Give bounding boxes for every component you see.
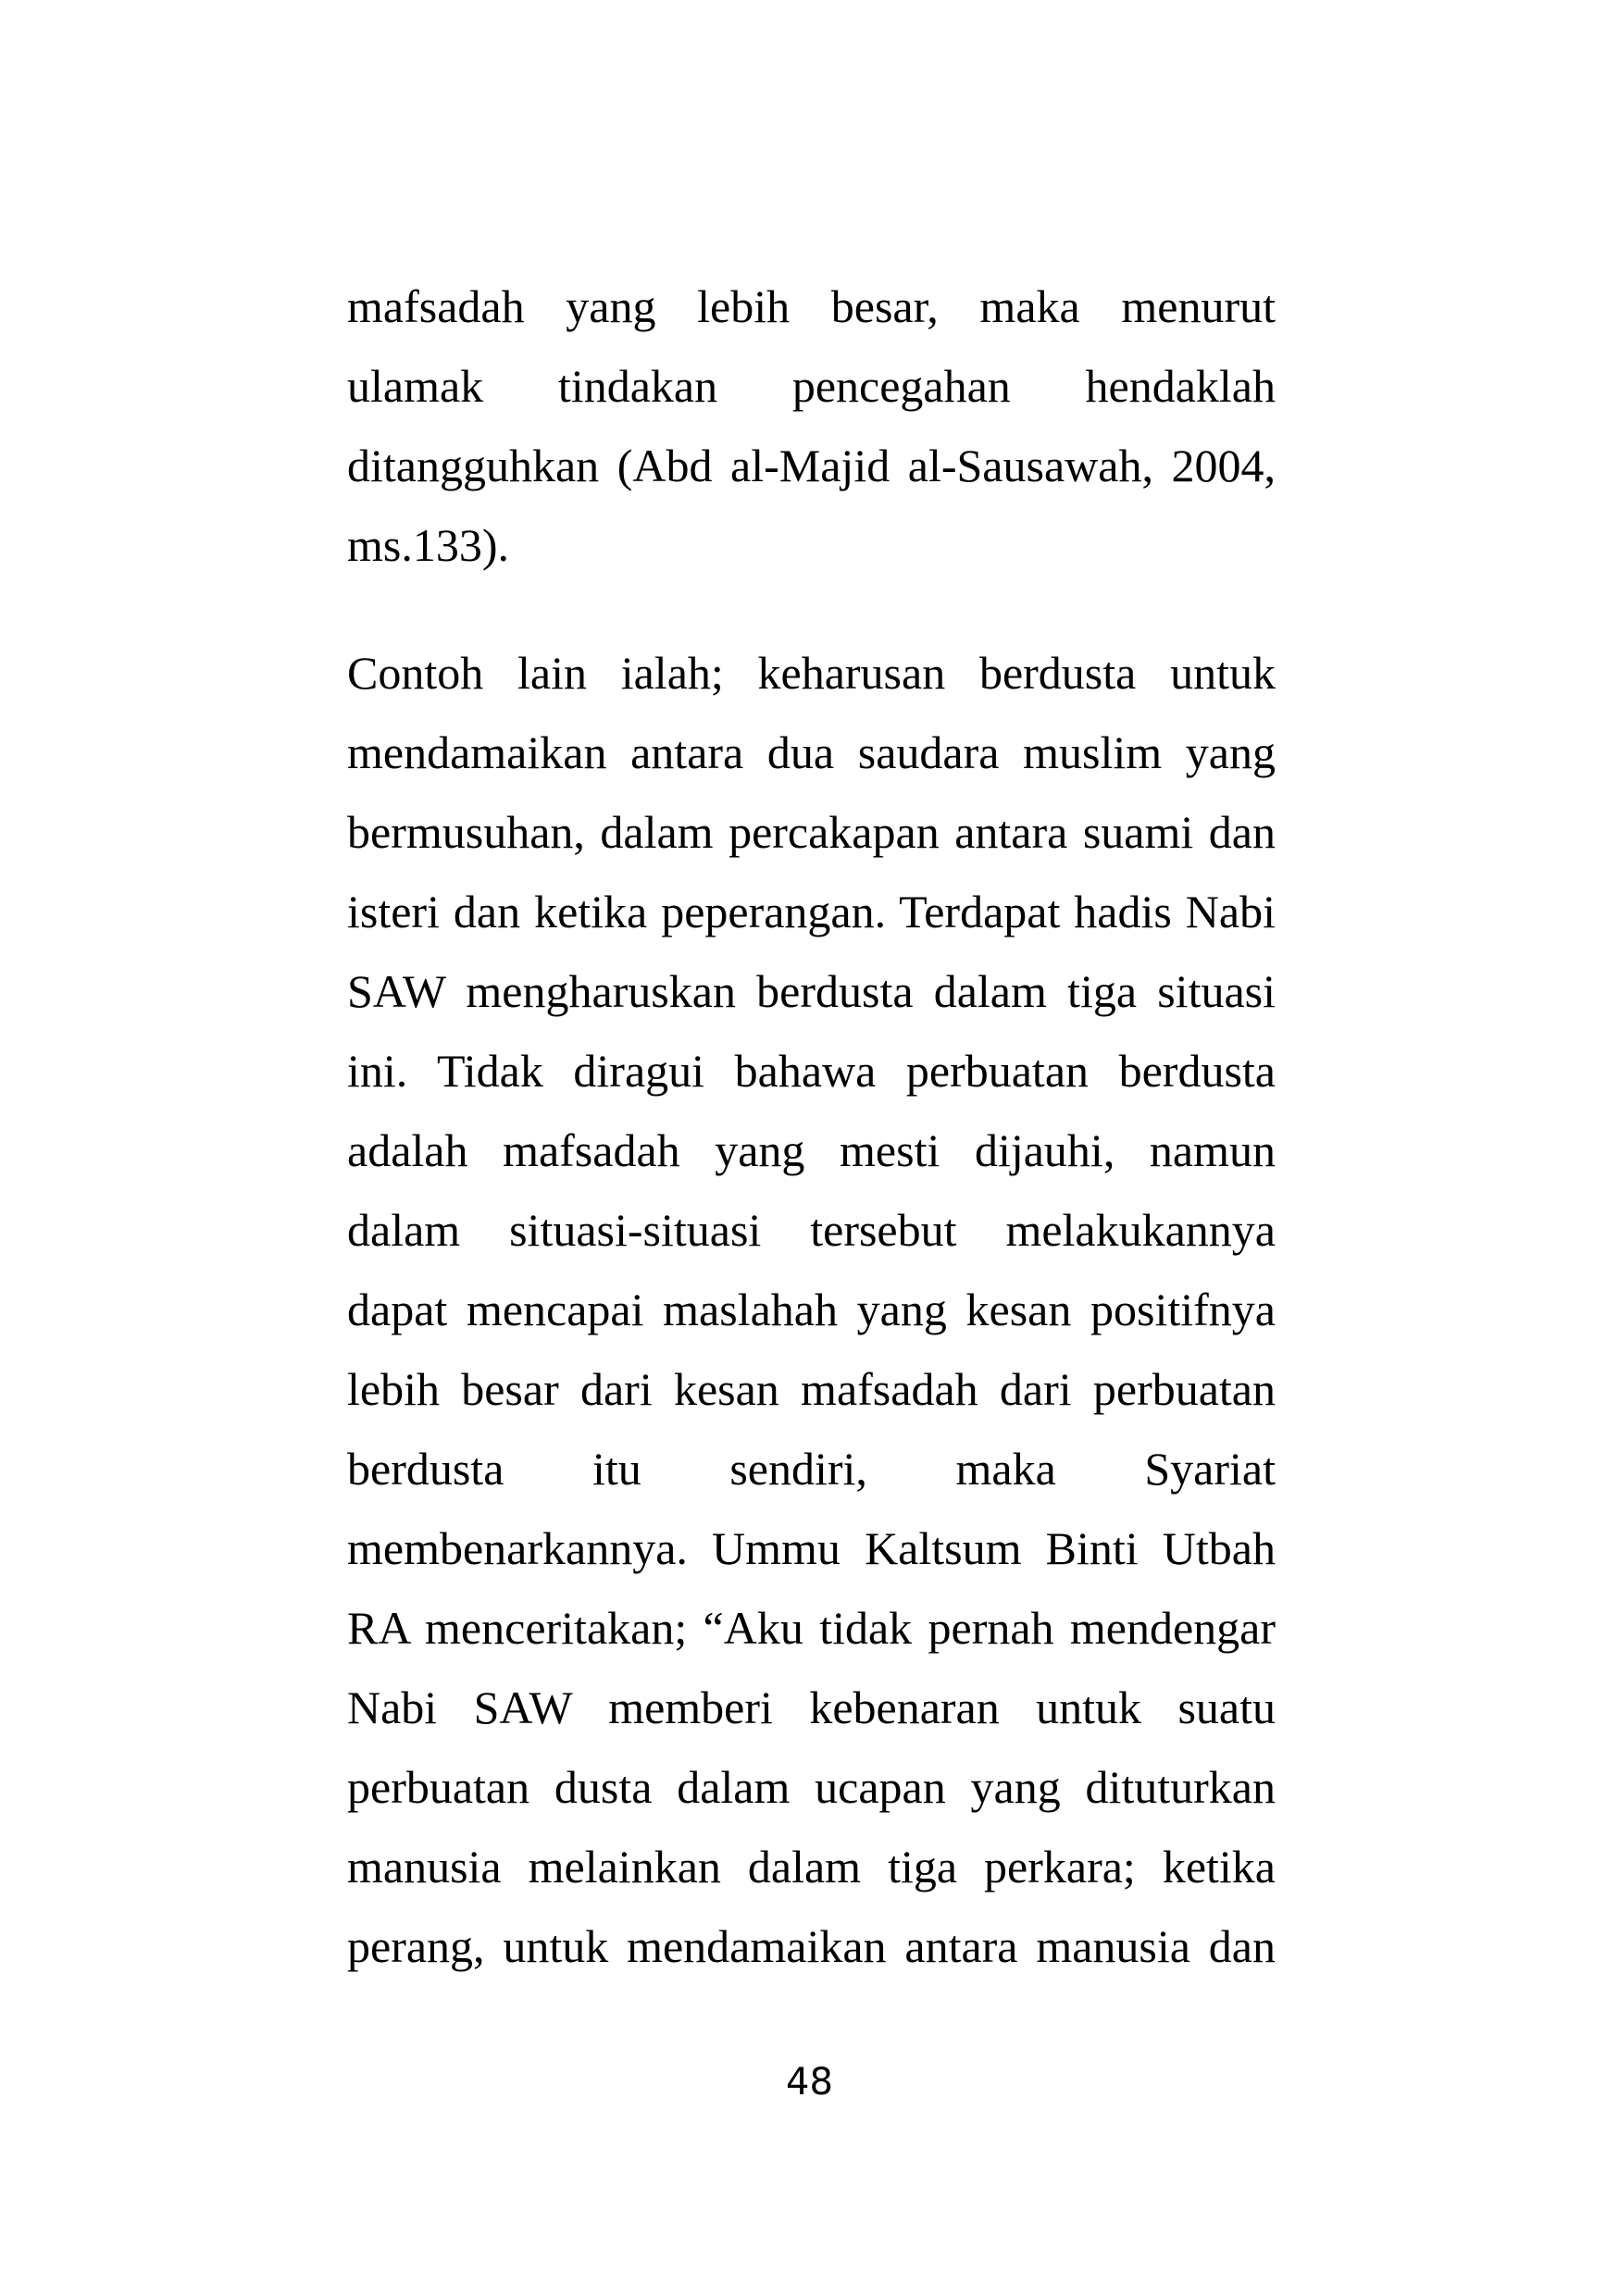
text-line: dapat mencapai maslahah yang kesan positifnya: [347, 1284, 1276, 1335]
text-line: perbuatan dusta dalam ucapan yang dituturkan: [347, 1761, 1276, 1813]
text-line: berdusta itu sendiri, maka Syariat: [347, 1443, 1276, 1495]
text-line: Contoh lain ialah; keharusan berdusta untuk: [347, 647, 1276, 699]
text-line: mendamaikan antara dua saudara muslim yang: [347, 726, 1276, 778]
text-line: mafsadah yang lebih besar, maka menurut: [347, 280, 1276, 332]
paragraph-1: [347, 267, 1276, 585]
text-line: manusia melainkan dalam tiga perkara; ketika: [347, 1841, 1276, 1893]
text-line: Nabi SAW memberi kebenaran untuk suatu: [347, 1682, 1276, 1733]
text-line: RA menceritakan; “Aku tidak pernah mendengar: [347, 1602, 1276, 1654]
text-line: ditangguhkan (Abd al-Majid al-Sausawah, 2004,: [347, 440, 1276, 491]
text-line: perang, untuk mendamaikan antara manusia dan: [347, 1920, 1276, 1972]
text-line: ulamak tindakan pencegahan hendaklah: [347, 360, 1276, 412]
text-line: adalah mafsadah yang mesti dijauhi, namun: [347, 1124, 1276, 1176]
text-line: bermusuhan, dalam percakapan antara suami dan: [347, 806, 1276, 858]
text-line: lebih besar dari kesan mafsadah dari perbuatan: [347, 1363, 1276, 1415]
text-line: dalam situasi-situasi tersebut melakukannya: [347, 1204, 1276, 1256]
text-line: ms.133).: [347, 519, 509, 571]
page-number: 48: [786, 2061, 833, 2104]
paragraph-2: [347, 633, 1276, 1986]
text-line: ini. Tidak diragui bahawa perbuatan berdusta: [347, 1045, 1276, 1097]
text-line: membenarkannya. Ummu Kaltsum Binti Utbah: [347, 1522, 1276, 1574]
text-line: isteri dan ketika peperangan. Terdapat hadis Nabi: [347, 886, 1276, 937]
text-line: SAW mengharuskan berdusta dalam tiga situasi: [347, 965, 1276, 1017]
